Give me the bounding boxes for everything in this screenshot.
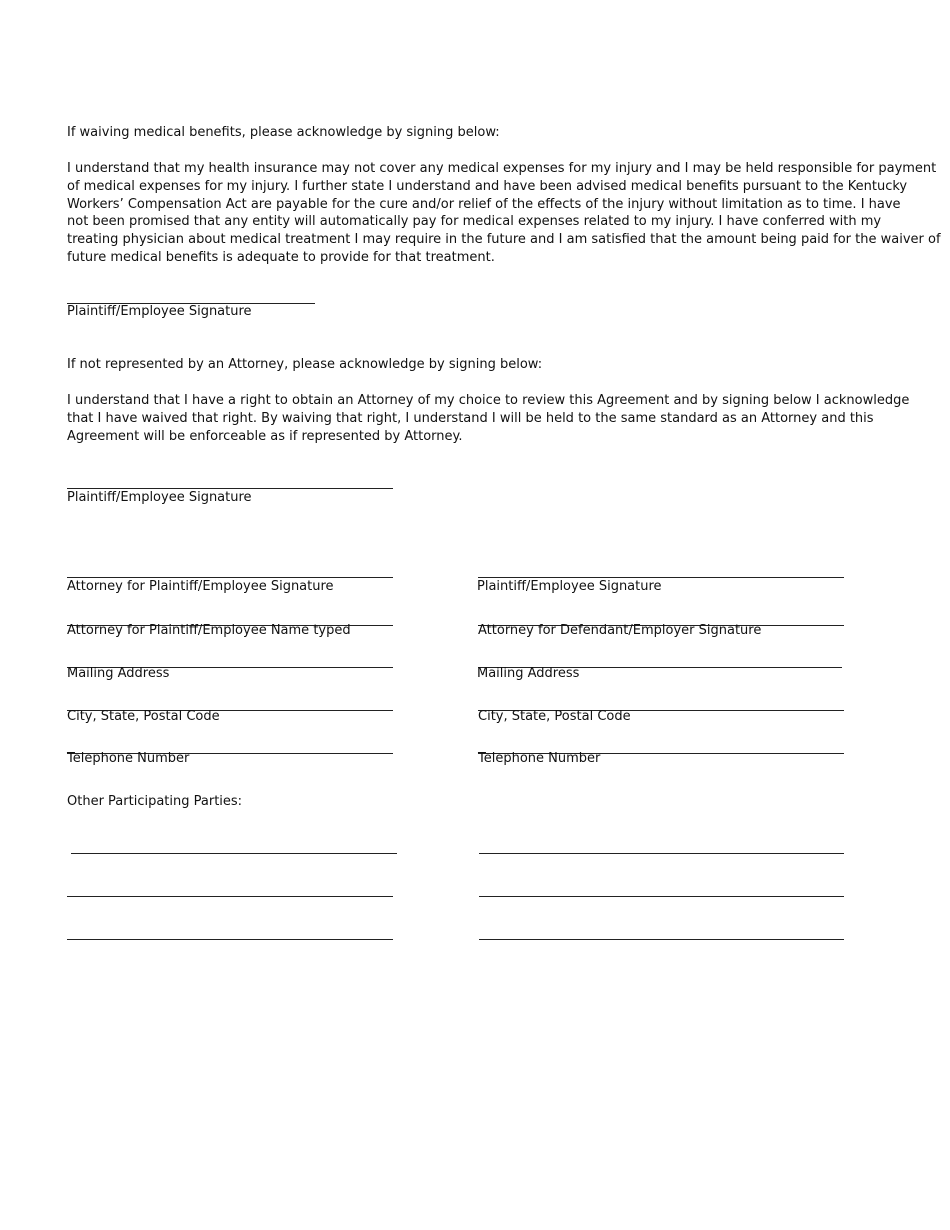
- right-mailing-address-label: Mailing Address: [477, 666, 580, 681]
- waiver-paragraph-line: treating physician about medical treatment I may require in the future and I am satisfied that the amount being paid for the waiver of: [67, 232, 941, 248]
- other-party-signature-line[interactable]: [71, 853, 397, 854]
- waiver-paragraph: [67, 160, 941, 267]
- other-party-signature-line[interactable]: [479, 896, 844, 897]
- left-mailing-address-label: Mailing Address: [67, 666, 170, 681]
- attorney-waiver-paragraph-line: that I have waived that right. By waiving that right, I understand I will be held to the same standard as an Attorney and this: [67, 410, 874, 426]
- other-party-signature-line[interactable]: [67, 939, 393, 940]
- waiver-paragraph-line: of medical expenses for my injury. I further state I understand and have been advised medical benefits pursuant to the Kentucky: [67, 178, 908, 194]
- other-party-signature-line[interactable]: [479, 939, 844, 940]
- other-parties-heading: Other Participating Parties:: [67, 794, 243, 809]
- right-telephone-label: Telephone Number: [478, 751, 601, 766]
- attorney-plaintiff-name-label: Attorney for Plaintiff/Employee Name typed: [67, 623, 351, 638]
- attorney-waiver-paragraph: [67, 392, 909, 445]
- attorney-waiver-paragraph-line: Agreement will be enforceable as if represented by Attorney.: [67, 428, 463, 444]
- right-plaintiff-signature-label: Plaintiff/Employee Signature: [477, 579, 662, 594]
- attorney-waiver-heading: If not represented by an Attorney, please acknowledge by signing below:: [67, 357, 543, 372]
- attorney-waiver-signature-label: Plaintiff/Employee Signature: [67, 490, 252, 505]
- waiver-paragraph-line: Workers’ Compensation Act are payable for the cure and/or relief of the effects of the injury without limitation as to time. I have: [67, 196, 901, 212]
- other-party-signature-line[interactable]: [67, 896, 393, 897]
- waiver-signature-label: Plaintiff/Employee Signature: [67, 304, 252, 319]
- waiver-paragraph-line: not been promised that any entity will automatically pay for medical expenses related to my injury. I have conferred with my: [67, 214, 882, 230]
- left-city-state-label: City, State, Postal Code: [67, 709, 220, 724]
- attorney-defendant-signature-label: Attorney for Defendant/Employer Signature: [478, 623, 762, 638]
- waiver-paragraph-line: I understand that my health insurance may not cover any medical expenses for my injury and I may be held responsible for payment: [67, 161, 937, 176]
- waiver-paragraph-line: future medical benefits is adequate to provide for that treatment.: [67, 249, 495, 265]
- waiver-heading: If waiving medical benefits, please acknowledge by signing below:: [67, 125, 500, 140]
- attorney-waiver-paragraph-line: I understand that I have a right to obtain an Attorney of my choice to review this Agreement and by signing below I acknowledge: [67, 393, 910, 408]
- attorney-plaintiff-signature-label: Attorney for Plaintiff/Employee Signature: [67, 579, 334, 594]
- left-telephone-label: Telephone Number: [67, 751, 190, 766]
- other-party-signature-line[interactable]: [479, 853, 844, 854]
- right-city-state-label: City, State, Postal Code: [478, 709, 631, 724]
